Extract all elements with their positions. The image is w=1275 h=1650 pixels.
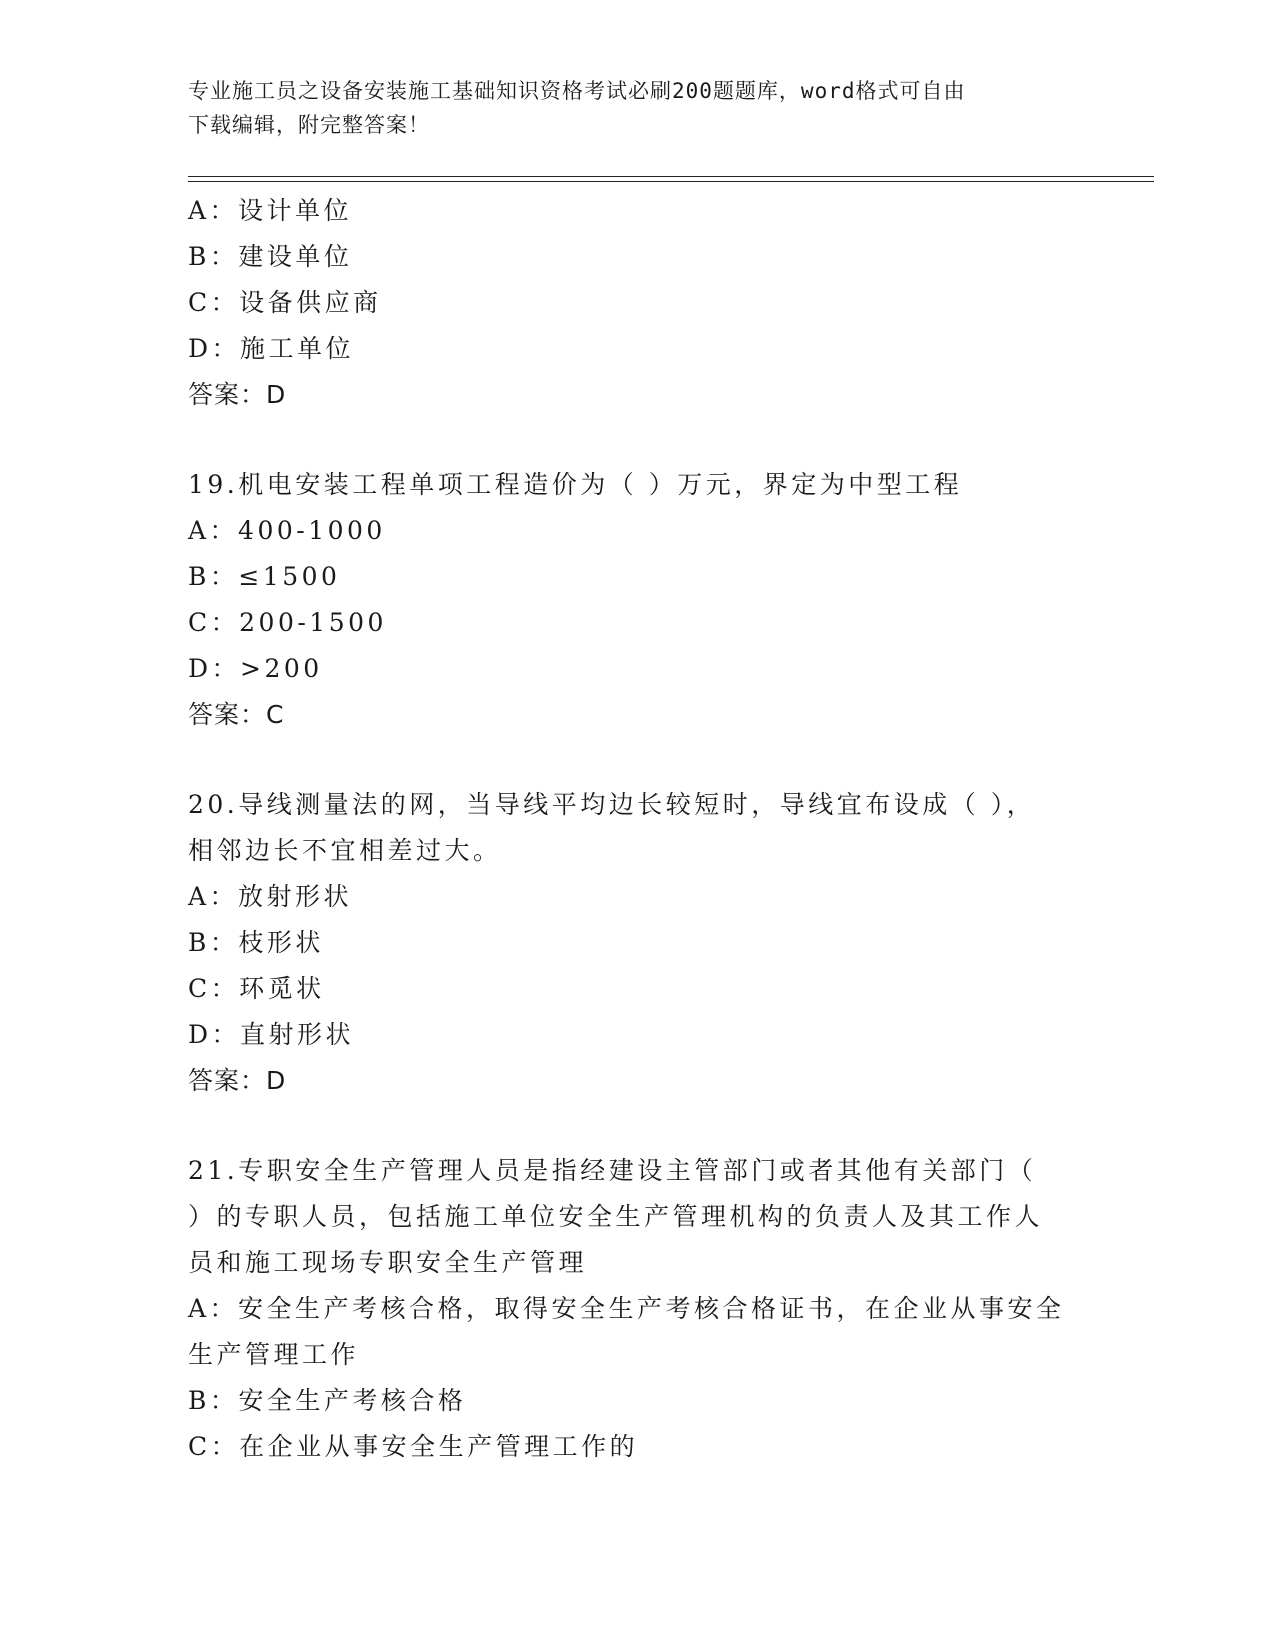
- header-divider-top: [188, 176, 1154, 177]
- header-title-line-1: 专业施工员之设备安装施工基础知识资格考试必刷200题题库，word格式可自由: [188, 79, 966, 103]
- option-b: B：安全生产考核合格: [188, 1386, 467, 1415]
- question-20: [188, 782, 1088, 1104]
- question-stem: 19.机电安装工程单项工程造价为（ ）万元，界定为中型工程: [188, 470, 963, 499]
- option-a-line-2: 生产管理工作: [188, 1340, 360, 1369]
- question-18: [188, 188, 1088, 418]
- option-b: B：≤1500: [188, 562, 341, 591]
- option-a-line-1: A：安全生产考核合格，取得安全生产考核合格证书，在企业从事安全: [188, 1294, 1065, 1323]
- question-19: [188, 462, 1088, 738]
- option-c: C：在企业从事安全生产管理工作的: [188, 1432, 639, 1461]
- option-a: A：设计单位: [188, 196, 353, 225]
- question-spacer: [188, 738, 1088, 782]
- option-b: B：枝形状: [188, 928, 324, 957]
- header-divider-bottom: [188, 181, 1154, 182]
- option-b: B：建设单位: [188, 242, 353, 271]
- answer: 答案：D: [188, 1066, 287, 1095]
- question-21: [188, 1148, 1088, 1470]
- answer: 答案：C: [188, 700, 285, 729]
- option-c: C：200-1500: [188, 608, 387, 637]
- option-d: D：施工单位: [188, 334, 355, 363]
- question-stem-line-1: 21.专职安全生产管理人员是指经建设主管部门或者其他有关部门（: [188, 1156, 1037, 1185]
- option-a: A：400-1000: [188, 516, 386, 545]
- question-list: [188, 188, 1088, 1470]
- option-d: D：>200: [188, 654, 323, 683]
- question-spacer: [188, 1104, 1088, 1148]
- option-a: A：放射形状: [188, 882, 353, 911]
- option-d: D：直射形状: [188, 1020, 355, 1049]
- option-c: C：环觅状: [188, 974, 325, 1003]
- document-header: [188, 74, 1068, 142]
- header-title-line-2: 下载编辑，附完整答案！: [188, 113, 430, 137]
- question-stem-line-2: ）的专职人员，包括施工单位安全生产管理机构的负责人及其工作人: [188, 1202, 1044, 1231]
- question-stem-line-1: 20.导线测量法的网，当导线平均边长较短时，导线宜布设成（ ），: [188, 790, 1036, 819]
- question-stem-line-3: 员和施工现场专职安全生产管理: [188, 1248, 588, 1277]
- question-spacer: [188, 418, 1088, 462]
- option-c: C：设备供应商: [188, 288, 382, 317]
- question-stem-line-2: 相邻边长不宜相差过大。: [188, 836, 502, 865]
- answer: 答案：D: [188, 380, 287, 409]
